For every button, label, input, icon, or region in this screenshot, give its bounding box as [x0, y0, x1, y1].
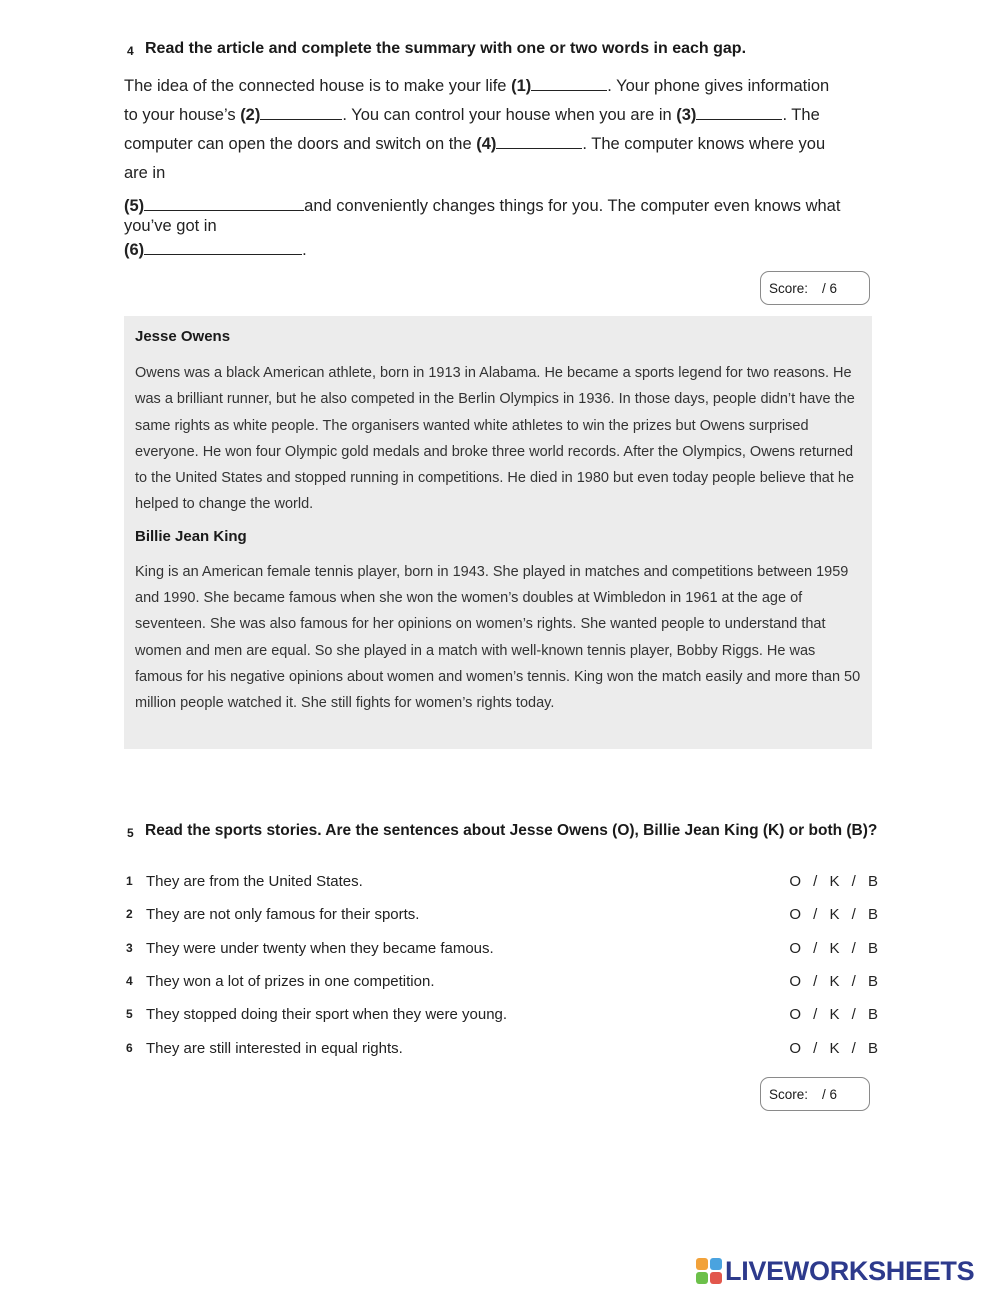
answer-options[interactable]: O / K / B [789, 940, 878, 957]
gap-label-1: (1) [511, 77, 532, 95]
question-5-number: 5 [127, 826, 134, 840]
gap-6-input[interactable] [144, 240, 302, 255]
score-label: Score: [769, 1087, 809, 1102]
gap-1-input[interactable] [531, 76, 607, 91]
gap-label-5: (5) [124, 197, 145, 215]
summary-text: to your house’s [124, 106, 241, 124]
gap-label-2: (2) [240, 106, 261, 124]
summary-text: . Your phone gives information [607, 77, 830, 95]
logo-text: LIVEWORKSHEETS [725, 1255, 975, 1286]
summary-text: . [302, 241, 307, 259]
gap-label-4: (4) [476, 135, 497, 153]
summary-text: are in [124, 164, 166, 182]
answer-options[interactable]: O / K / B [789, 973, 878, 990]
answer-options[interactable]: O / K / B [789, 873, 878, 890]
king-paragraph: King is an American female tennis player, born in 1943. She played in matches and competitions between 1959 and 1990. She became famous when she won the women’s doubles at Wimbledon in 1961 at the age of seventeen. She was also famous for her opinions on women’s rights. She wanted people to understand that women and men are equal. So she played in a match with well-known tennis player, Bobby Riggs. He was famous for his negative opinions about women and women’s tennis. King won the match easily and more than 50 million people watched it. She still fights for women’s rights today. [135, 563, 861, 712]
item-number: 6 [126, 1041, 133, 1055]
list-item [126, 973, 878, 993]
summary-text: . You can control your house when you are in [342, 106, 677, 124]
summary-text: you’ve got in [124, 217, 217, 235]
summary-text: . The computer knows where you [582, 135, 826, 153]
king-heading: Billie Jean King [135, 527, 247, 545]
score-box-q5 [760, 1077, 870, 1111]
gap-2-input[interactable] [260, 105, 342, 120]
item-text: They are not only famous for their sports. [146, 906, 420, 923]
score-label: Score: [769, 281, 809, 296]
score-total: / 6 [822, 281, 838, 296]
logo-tiles-icon [696, 1258, 722, 1284]
gap-label-6: (6) [124, 241, 145, 259]
gap-3-input[interactable] [696, 105, 782, 120]
answer-options[interactable]: O / K / B [789, 1006, 878, 1023]
list-item [126, 1040, 878, 1060]
item-number: 4 [126, 974, 133, 988]
item-number: 2 [126, 907, 133, 921]
gap-4-input[interactable] [496, 134, 582, 149]
item-number: 3 [126, 941, 133, 955]
answer-options[interactable]: O / K / B [789, 906, 878, 923]
gap-label-3: (3) [676, 106, 697, 124]
list-item [126, 1006, 878, 1026]
summary-text: and conveniently changes things for you. The computer even knows what [304, 197, 841, 215]
answer-options[interactable]: O / K / B [789, 1040, 878, 1057]
question-5-instruction: Read the sports stories. Are the sentences about Jesse Owens (O), Billie Jean King (K) or both (B)? [145, 822, 878, 839]
item-number: 1 [126, 874, 133, 888]
list-item [126, 906, 878, 926]
summary-text: The idea of the connected house is to make your life [124, 77, 512, 95]
item-number: 5 [126, 1007, 133, 1021]
item-text: They won a lot of prizes in one competition. [146, 973, 435, 990]
reading-passage [124, 316, 872, 749]
summary-text: . The [782, 106, 820, 124]
owens-paragraph: Owens was a black American athlete, born in 1913 in Alabama. He became a sports legend for two reasons. He was a brilliant runner, but he also competed in the Berlin Olympics in 1936. In those days, people didn’t have the same rights as white people. The organisers wanted white athletes to win the prizes but Owens surprised everyone. He won four Olympic gold medals and broke three world records. After the Olympics, Owens returned to the United States and stopped running in competitions. He died in 1980 but even today people believe that he helped to change the world. [135, 365, 855, 513]
item-text: They are from the United States. [146, 873, 363, 890]
summary-paragraph [124, 72, 869, 265]
score-box-q4 [760, 271, 870, 305]
liveworksheets-logo [696, 1254, 974, 1288]
item-text: They were under twenty when they became famous. [146, 940, 494, 957]
summary-text: computer can open the doors and switch on the [124, 135, 477, 153]
item-text: They stopped doing their sport when they were young. [146, 1006, 508, 1023]
list-item [126, 940, 878, 960]
list-item [126, 873, 878, 893]
score-total: / 6 [822, 1087, 838, 1102]
item-text: They are still interested in equal rights. [146, 1040, 403, 1057]
owens-heading: Jesse Owens [135, 328, 231, 345]
question-4-instruction: Read the article and complete the summary with one or two words in each gap. [145, 40, 747, 57]
gap-5-input[interactable] [144, 196, 304, 211]
question-4-number: 4 [127, 44, 134, 58]
